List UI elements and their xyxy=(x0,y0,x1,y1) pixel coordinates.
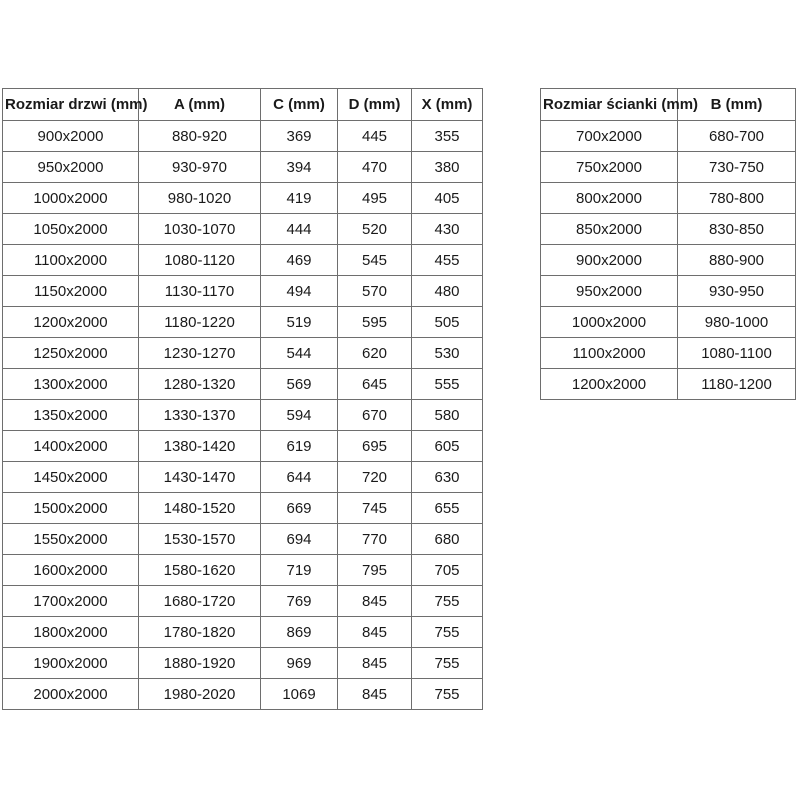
table-cell: 644 xyxy=(261,462,338,493)
table-row xyxy=(541,121,796,152)
table-cell: 369 xyxy=(261,121,338,152)
table-cell: 1200x2000 xyxy=(541,369,678,400)
table-cell: 470 xyxy=(338,152,412,183)
table-cell: 1100x2000 xyxy=(3,245,139,276)
table-cell: 930-970 xyxy=(139,152,261,183)
table-cell: 930-950 xyxy=(678,276,796,307)
table-cell: 1350x2000 xyxy=(3,400,139,431)
door-size-table xyxy=(2,88,483,710)
table-cell: 845 xyxy=(338,679,412,710)
table-cell: 869 xyxy=(261,617,338,648)
table-cell: 1980-2020 xyxy=(139,679,261,710)
table-cell: 620 xyxy=(338,338,412,369)
table-cell: 1050x2000 xyxy=(3,214,139,245)
table-cell: 1400x2000 xyxy=(3,431,139,462)
table-cell: 1230-1270 xyxy=(139,338,261,369)
table-row xyxy=(541,152,796,183)
table-cell: 1680-1720 xyxy=(139,586,261,617)
table-cell: 1000x2000 xyxy=(3,183,139,214)
table-cell: 845 xyxy=(338,586,412,617)
table-cell: 830-850 xyxy=(678,214,796,245)
header-cell: Rozmiar drzwi (mm) xyxy=(3,89,139,121)
table-cell: 595 xyxy=(338,307,412,338)
header-cell: Rozmiar ścianki (mm) xyxy=(541,89,678,121)
table-cell: 655 xyxy=(412,493,483,524)
header-cell: X (mm) xyxy=(412,89,483,121)
table-cell: 1180-1220 xyxy=(139,307,261,338)
table-cell: 969 xyxy=(261,648,338,679)
table-cell: 355 xyxy=(412,121,483,152)
table-cell: 405 xyxy=(412,183,483,214)
table-cell: 900x2000 xyxy=(3,121,139,152)
table-cell: 1150x2000 xyxy=(3,276,139,307)
table-cell: 1500x2000 xyxy=(3,493,139,524)
table-cell: 1200x2000 xyxy=(3,307,139,338)
table-row xyxy=(3,214,483,245)
table-row xyxy=(541,183,796,214)
table-row xyxy=(3,245,483,276)
table-cell: 720 xyxy=(338,462,412,493)
table-cell: 755 xyxy=(412,679,483,710)
table-cell: 495 xyxy=(338,183,412,214)
table-cell: 880-920 xyxy=(139,121,261,152)
header-cell: D (mm) xyxy=(338,89,412,121)
table-row xyxy=(3,586,483,617)
table-cell: 755 xyxy=(412,586,483,617)
table-cell: 680 xyxy=(412,524,483,555)
table-cell: 520 xyxy=(338,214,412,245)
table-row xyxy=(3,121,483,152)
table-cell: 519 xyxy=(261,307,338,338)
table-cell: 1080-1120 xyxy=(139,245,261,276)
table-cell: 1100x2000 xyxy=(541,338,678,369)
table-cell: 555 xyxy=(412,369,483,400)
table-cell: 755 xyxy=(412,648,483,679)
table-row xyxy=(3,524,483,555)
table-row xyxy=(541,276,796,307)
table-row xyxy=(3,369,483,400)
table-row xyxy=(3,400,483,431)
header-cell: B (mm) xyxy=(678,89,796,121)
table-cell: 1080-1100 xyxy=(678,338,796,369)
table-cell: 1300x2000 xyxy=(3,369,139,400)
table-cell: 1069 xyxy=(261,679,338,710)
table-cell: 1880-1920 xyxy=(139,648,261,679)
door-size-table-body xyxy=(3,121,483,710)
table-cell: 670 xyxy=(338,400,412,431)
table-cell: 950x2000 xyxy=(541,276,678,307)
table-cell: 755 xyxy=(412,617,483,648)
table-cell: 1330-1370 xyxy=(139,400,261,431)
table-cell: 845 xyxy=(338,648,412,679)
table-cell: 1600x2000 xyxy=(3,555,139,586)
table-row xyxy=(3,276,483,307)
wall-size-table-header xyxy=(541,89,796,121)
table-cell: 505 xyxy=(412,307,483,338)
table-cell: 469 xyxy=(261,245,338,276)
table-cell: 1030-1070 xyxy=(139,214,261,245)
wall-size-table xyxy=(540,88,796,400)
table-cell: 680-700 xyxy=(678,121,796,152)
header-row xyxy=(3,89,483,121)
table-cell: 1000x2000 xyxy=(541,307,678,338)
table-cell: 569 xyxy=(261,369,338,400)
table-cell: 630 xyxy=(412,462,483,493)
table-row xyxy=(3,338,483,369)
table-cell: 795 xyxy=(338,555,412,586)
table-cell: 705 xyxy=(412,555,483,586)
table-cell: 845 xyxy=(338,617,412,648)
table-cell: 1530-1570 xyxy=(139,524,261,555)
table-cell: 1700x2000 xyxy=(3,586,139,617)
table-row xyxy=(3,617,483,648)
table-cell: 394 xyxy=(261,152,338,183)
header-cell: C (mm) xyxy=(261,89,338,121)
table-cell: 445 xyxy=(338,121,412,152)
table-cell: 2000x2000 xyxy=(3,679,139,710)
table-row xyxy=(3,648,483,679)
table-cell: 594 xyxy=(261,400,338,431)
table-cell: 530 xyxy=(412,338,483,369)
table-row xyxy=(541,214,796,245)
table-cell: 545 xyxy=(338,245,412,276)
table-cell: 880-900 xyxy=(678,245,796,276)
table-row xyxy=(541,307,796,338)
table-row xyxy=(3,152,483,183)
header-cell: A (mm) xyxy=(139,89,261,121)
table-cell: 745 xyxy=(338,493,412,524)
table-cell: 1550x2000 xyxy=(3,524,139,555)
table-cell: 1900x2000 xyxy=(3,648,139,679)
wall-size-table-body xyxy=(541,121,796,400)
table-cell: 1780-1820 xyxy=(139,617,261,648)
table-cell: 669 xyxy=(261,493,338,524)
table-cell: 1280-1320 xyxy=(139,369,261,400)
table-cell: 900x2000 xyxy=(541,245,678,276)
table-cell: 544 xyxy=(261,338,338,369)
table-cell: 380 xyxy=(412,152,483,183)
table-cell: 719 xyxy=(261,555,338,586)
table-cell: 619 xyxy=(261,431,338,462)
table-cell: 780-800 xyxy=(678,183,796,214)
table-cell: 570 xyxy=(338,276,412,307)
table-cell: 430 xyxy=(412,214,483,245)
table-cell: 770 xyxy=(338,524,412,555)
table-cell: 1480-1520 xyxy=(139,493,261,524)
table-cell: 605 xyxy=(412,431,483,462)
table-cell: 730-750 xyxy=(678,152,796,183)
table-cell: 1180-1200 xyxy=(678,369,796,400)
door-size-table-header xyxy=(3,89,483,121)
table-row xyxy=(3,493,483,524)
table-cell: 980-1020 xyxy=(139,183,261,214)
table-row xyxy=(541,369,796,400)
table-row xyxy=(541,338,796,369)
table-cell: 1380-1420 xyxy=(139,431,261,462)
table-cell: 480 xyxy=(412,276,483,307)
table-cell: 850x2000 xyxy=(541,214,678,245)
table-cell: 580 xyxy=(412,400,483,431)
header-row xyxy=(541,89,796,121)
table-cell: 1800x2000 xyxy=(3,617,139,648)
table-cell: 444 xyxy=(261,214,338,245)
table-cell: 694 xyxy=(261,524,338,555)
table-cell: 419 xyxy=(261,183,338,214)
table-cell: 700x2000 xyxy=(541,121,678,152)
table-cell: 800x2000 xyxy=(541,183,678,214)
table-cell: 1250x2000 xyxy=(3,338,139,369)
table-cell: 769 xyxy=(261,586,338,617)
table-row xyxy=(541,245,796,276)
table-cell: 494 xyxy=(261,276,338,307)
table-cell: 1450x2000 xyxy=(3,462,139,493)
table-cell: 980-1000 xyxy=(678,307,796,338)
table-cell: 1130-1170 xyxy=(139,276,261,307)
table-cell: 750x2000 xyxy=(541,152,678,183)
table-cell: 1580-1620 xyxy=(139,555,261,586)
table-cell: 455 xyxy=(412,245,483,276)
table-row xyxy=(3,555,483,586)
table-row xyxy=(3,183,483,214)
table-row xyxy=(3,679,483,710)
table-row xyxy=(3,462,483,493)
table-cell: 695 xyxy=(338,431,412,462)
table-cell: 950x2000 xyxy=(3,152,139,183)
table-row xyxy=(3,307,483,338)
table-row xyxy=(3,431,483,462)
table-cell: 1430-1470 xyxy=(139,462,261,493)
table-cell: 645 xyxy=(338,369,412,400)
